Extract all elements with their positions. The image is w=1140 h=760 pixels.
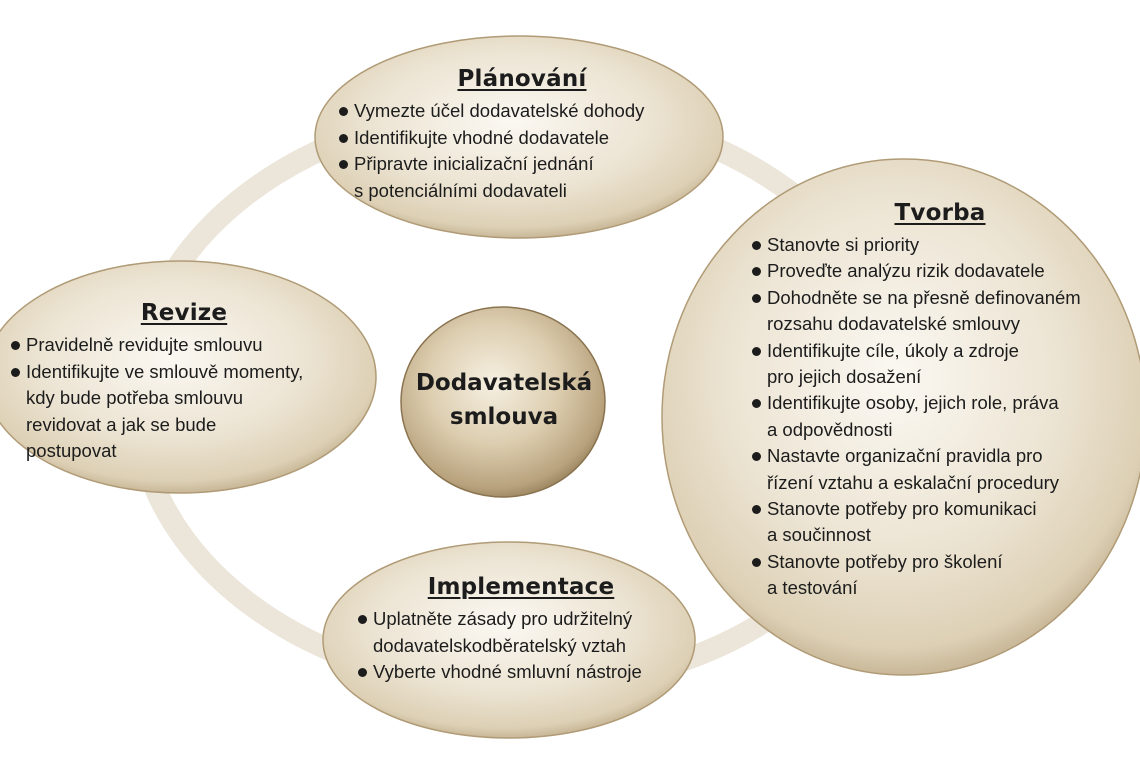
bullet-item: Vyberte vhodné smluvní nástroje [356, 659, 686, 686]
bullet-item: Identifikujte ve smlouvě momenty, kdy bude potřeba smlouvu revidovat a jak se bude postupovat [9, 359, 359, 465]
node-title-tvorba: Tvorba [894, 200, 986, 226]
node-title-implementace: Implementace [427, 574, 615, 600]
node-title-revize: Revize [140, 300, 228, 326]
node-title-planovani: Plánování [457, 66, 587, 92]
bullet-item: Nastavte organizační pravidla pro řízení vztahu a eskalační procedury [750, 443, 1130, 496]
bullet-item: Identifikujte vhodné dodavatele [337, 125, 707, 152]
node-list-planovani [337, 98, 707, 204]
node-tvorba [750, 200, 1130, 602]
node-implementace [356, 574, 686, 686]
node-revize [9, 300, 359, 465]
node-list-revize [9, 332, 359, 465]
bullet-item: Stanovte potřeby pro školení a testování [750, 549, 1130, 602]
node-list-implementace [356, 606, 686, 686]
bullet-item: Proveďte analýzu rizik dodavatele [750, 258, 1130, 284]
bullet-item: Pravidelně revidujte smlouvu [9, 332, 359, 359]
bullet-item: Identifikujte osoby, jejich role, práva a odpovědnosti [750, 390, 1130, 443]
bullet-item: Uplatněte zásady pro udržitelný dodavatelskodběratelský vztah [356, 606, 686, 659]
bullet-item: Vymezte účel dodavatelské dohody [337, 98, 707, 125]
bullet-item: Identifikujte cíle, úkoly a zdroje pro jejich dosažení [750, 338, 1130, 391]
node-list-tvorba [750, 232, 1130, 602]
bullet-item: Dohodněte se na přesně definovaném rozsahu dodavatelské smlouvy [750, 285, 1130, 338]
bullet-item: Připravte inicializační jednání s potenciálními dodavateli [337, 151, 707, 204]
bullet-item: Stanovte si priority [750, 232, 1130, 258]
bullet-item: Stanovte potřeby pro komunikaci a součinnost [750, 496, 1130, 549]
center-label: Dodavatelská smlouva [415, 370, 593, 430]
node-planovani [337, 66, 707, 204]
